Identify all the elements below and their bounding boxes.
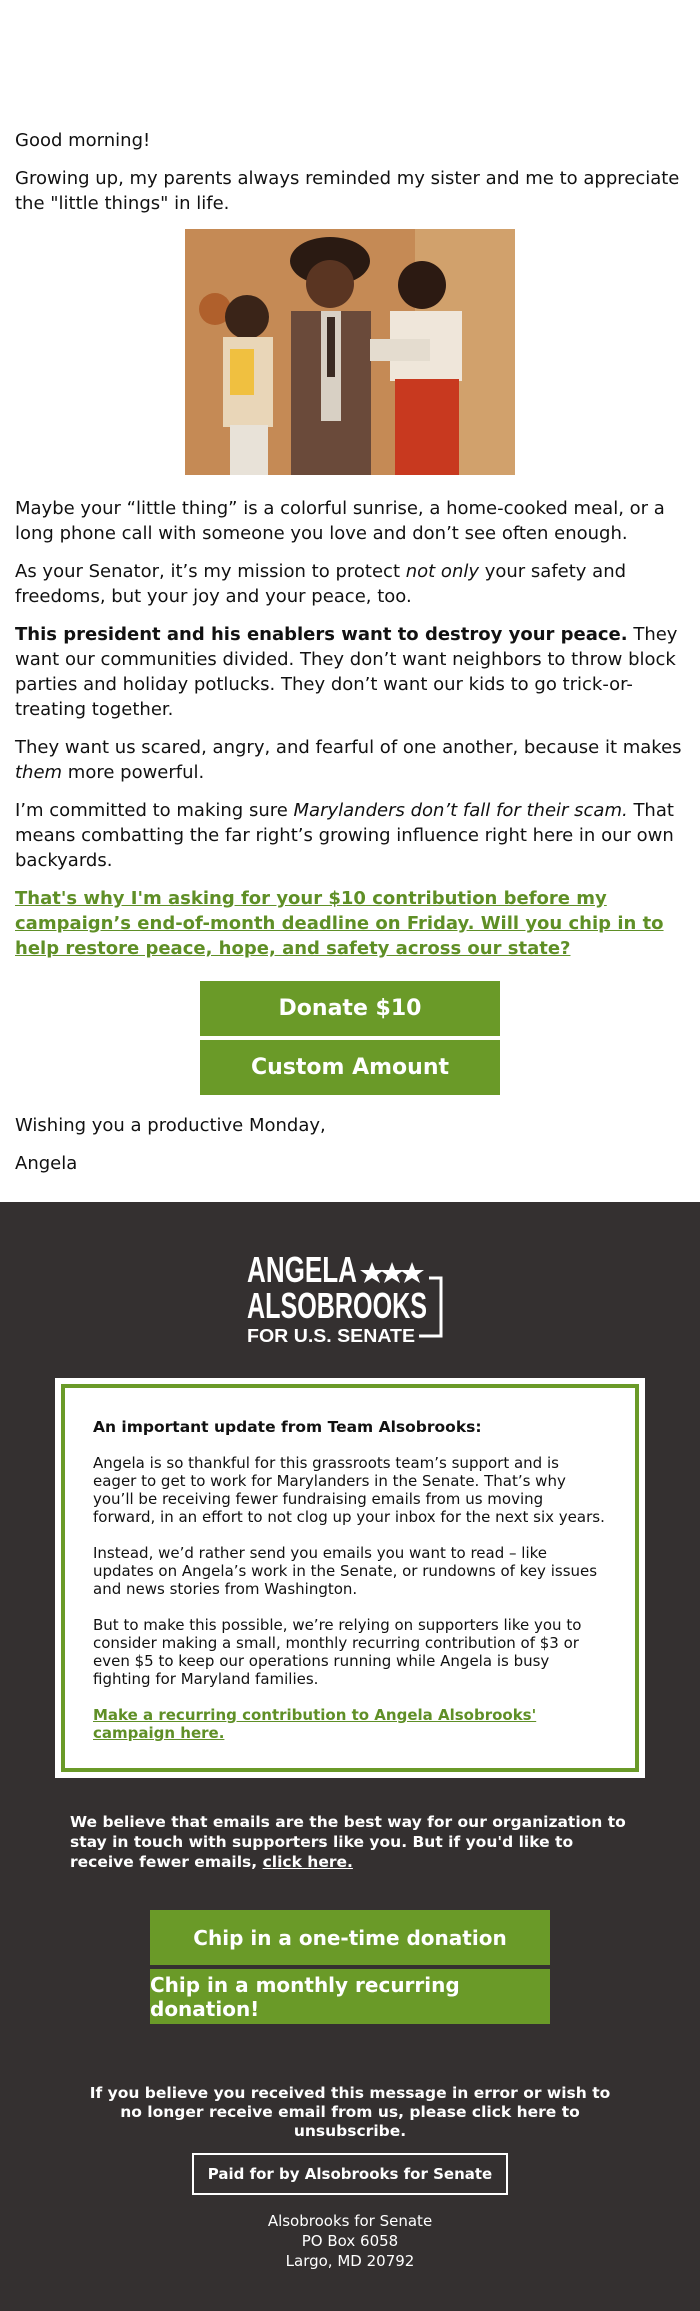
one-time-donation-button[interactable]: Chip in a one-time donation — [150, 1910, 550, 1965]
family-photo — [185, 229, 515, 475]
p5-text-a: They want us scared, angry, and fearful of one another, because it makes — [15, 737, 682, 758]
greeting: Good morning! — [15, 130, 151, 151]
p4-strong: This president and his enablers want to destroy your peace. — [15, 624, 628, 645]
p4-text: They want our communities divided. They don’t want neighbors to throw block parties and holiday potlucks. They don’t want our kids to go trick-or-treating together. — [15, 624, 678, 720]
campaign-logo-icon — [245, 1250, 455, 1346]
p5-emphasis: them — [15, 762, 63, 783]
signature: Angela — [15, 1153, 78, 1174]
paragraph-4 — [15, 622, 685, 722]
unsubscribe-text[interactable]: If you believe you received this message in error or wish to no longer receive email from us, please click here to unsubscribe. — [89, 2084, 611, 2140]
p3-emphasis: not only — [405, 561, 480, 582]
footer — [0, 1202, 700, 2311]
notice-paragraph-2: Instead, we’d rather send you emails you want to read – like updates on Angela’s work in the Senate, or rundowns of key issues and news stories from Washington. — [93, 1544, 598, 1598]
address-line-1: Alsobrooks for Senate — [267, 2212, 433, 2230]
family-photo-icon — [185, 229, 515, 475]
mailing-address — [0, 2211, 700, 2271]
custom-amount-button[interactable]: Custom Amount — [200, 1040, 500, 1095]
paragraph-3 — [15, 559, 685, 609]
photo-container — [15, 229, 685, 482]
logo-line-2: ALSOBROOKS — [247, 1285, 427, 1326]
email-body — [0, 128, 700, 1176]
footer-donate-buttons — [0, 1910, 700, 2024]
monthly-donation-button[interactable]: Chip in a monthly recurring donation! — [150, 1969, 550, 2024]
notice-paragraph-1: Angela is so thankful for this grassroots team’s support and is eager to get to work for Marylanders in the Senate. That’s why you’ll be receiving fewer fundraising emails from us moving forward, in an effort to not clog up your inbox for the next six years. — [93, 1454, 605, 1526]
p6-emphasis: Marylanders don’t fall for their scam. — [293, 800, 628, 821]
paragraph-6 — [15, 798, 685, 873]
paragraph-2: Maybe your “little thing” is a colorful sunrise, a home-cooked meal, or a long phone call with someone you love and don’t see often enough. — [15, 498, 665, 544]
p3-text-b: your safety and freedoms, but your joy and your peace, too. — [15, 561, 627, 607]
contribution-cta-link[interactable]: That's why I'm asking for your $10 contribution before my campaign’s end-of-month deadline on Friday. Will you chip in to help restore peace, hope, and safety across our state? — [15, 888, 664, 959]
recurring-contribution-link[interactable]: Make a recurring contribution to Angela Alsobrooks' campaign here. — [93, 1706, 537, 1742]
donate-10-button[interactable]: Donate $10 — [200, 981, 500, 1036]
fewer-emails-statement: We believe that emails are the best way for our organization to stay in touch with supporters like you. But if you'd like to receive fewer emails, — [70, 1813, 626, 1871]
p3-text-a: As your Senator, it’s my mission to protect — [15, 561, 406, 582]
notice-paragraph-3: But to make this possible, we’re relying on supporters like you to consider making a small, monthly recurring contribution of $3 or even $5 to keep our operations running while Angela is busy fighting for Maryland families. — [93, 1616, 582, 1688]
signoff: Wishing you a productive Monday, — [15, 1115, 326, 1136]
important-update-box — [55, 1378, 645, 1778]
logo-line-1: ANGELA — [247, 1249, 357, 1290]
address-line-3: Largo, MD 20792 — [285, 2252, 415, 2270]
p6-text-b: That means combatting the far right’s growing influence right here in our own backyards. — [15, 800, 674, 871]
paragraph-5 — [15, 735, 685, 785]
campaign-logo — [0, 1250, 700, 1346]
fewer-emails-link[interactable]: click here. — [262, 1853, 353, 1871]
logo-line-3: FOR U.S. SENATE — [247, 1326, 415, 1346]
top-spacer — [0, 0, 700, 128]
p5-text-b: more powerful. — [62, 762, 205, 783]
address-line-2: PO Box 6058 — [301, 2232, 399, 2250]
paid-for-container — [0, 2153, 700, 2195]
p6-text-a: I’m committed to making sure — [15, 800, 294, 821]
paragraph-1: Growing up, my parents always reminded my sister and me to appreciate the "little things" in life. — [15, 168, 680, 214]
notice-title: An important update from Team Alsobrooks: — [93, 1418, 482, 1436]
donate-buttons — [15, 981, 685, 1095]
paid-for-disclaimer: Paid for by Alsobrooks for Senate — [192, 2153, 508, 2195]
fewer-emails-text — [70, 1812, 630, 1872]
